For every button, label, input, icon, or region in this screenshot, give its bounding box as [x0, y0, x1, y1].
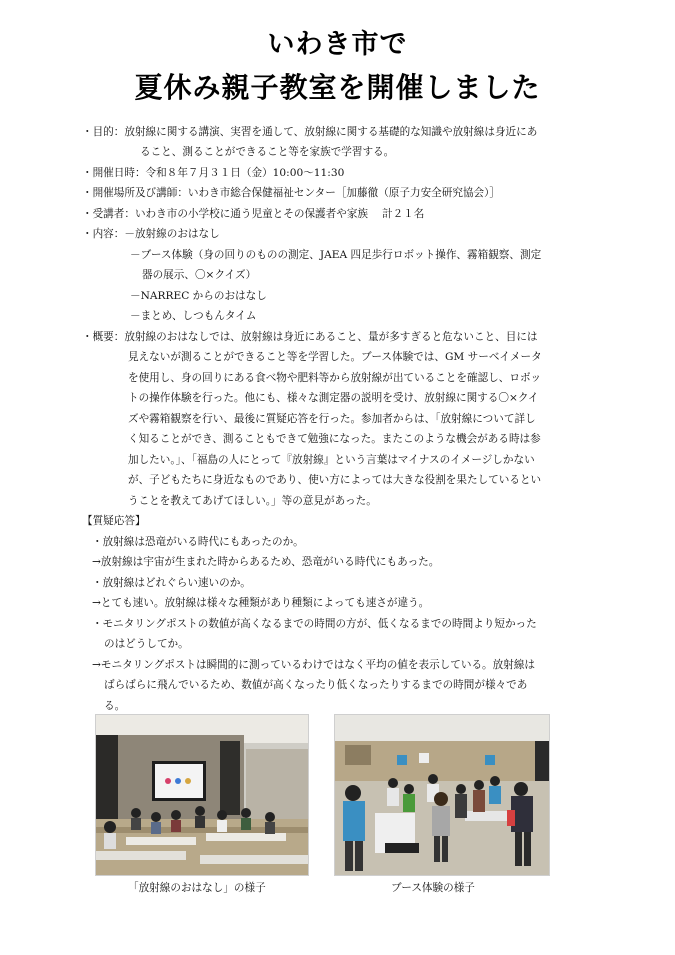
lecture-photo	[95, 714, 309, 876]
purpose-line-1: ・目的：放射線に関する講演、実習を通して、放射線に関する基礎的な知識や放射線は身近にあ	[82, 126, 538, 138]
content-line-3: 器の展示、〇×クイズ）	[142, 269, 257, 281]
qa-question-3-line-1: ・モニタリングポストの数値が高くなるまでの時間の方が、低くなるまでの時間より短かった	[92, 618, 537, 630]
summary-line-4: トの操作体験を行った。他にも、様々な測定器の説明を受け、放射線に関する〇×クイ	[128, 392, 539, 404]
qa-heading: 【質疑応答】	[82, 515, 146, 527]
qa-answer-3-line-2: ばらばらに飛んでいるため、数値が高くなったり低くなったりするまでの時間が様々であ	[104, 679, 528, 691]
summary-line-2: 見えないが測ることができること等を学習した。ブース体験では、GM サーベイメータ	[128, 351, 542, 363]
qa-answer-3-line-1: →モニタリングポストは瞬間的に測っているわけではなく平均の値を表示している。放射線は	[92, 659, 536, 671]
content-line-2: －ブース体験（身の回りのものの測定、JAEA 四足歩行ロボット操作、霧箱観察、測定	[130, 249, 542, 261]
lecture-photo-drawing	[96, 715, 308, 875]
summary-line-9: うことを教えてあげてほしい。」等の意見があった。	[128, 495, 377, 507]
booth-photo-caption: ブース体験の様子	[391, 882, 475, 894]
summary-line-5: ズや霧箱観察を行い、最後に質疑応答を行った。参加者からは、「放射線について詳し	[128, 413, 536, 425]
summary-line-1: ・概要：放射線のおはなしでは、放射線は身近にあること、量が多すぎると危ないこと、目には	[82, 331, 538, 343]
content-line-4: －NARREC からのおはなし	[130, 290, 267, 302]
summary-line-8: が、子どもたちに身近なものであり、使い方によっては大きな役割を果たしているとい	[128, 474, 542, 486]
summary-line-3: を使用し、身の回りにある食べ物や肥料等から放射線が出ていることを確認し、ロボッ	[128, 372, 542, 384]
venue-line: ・開催場所及び講師：いわき市総合保健福祉センター［加藤徹（原子力安全研究協会）］	[82, 187, 501, 199]
qa-answer-2: →とても速い。放射線は様々な種類があり種類によっても速さが違う。	[92, 597, 430, 609]
participants-line: ・受講者：いわき市の小学校に通う児童とその保護者や家族 計２１名	[82, 208, 425, 220]
lecture-photo-caption: 「放射線のおはなし」の様子	[128, 882, 266, 894]
booth-photo-drawing	[335, 715, 549, 875]
qa-answer-1: →放射線は宇宙が生まれた時からあるため、恐竜がいる時代にもあった。	[92, 556, 440, 568]
page-title-line-1: いわき市で	[267, 29, 408, 60]
booth-photo	[334, 714, 550, 876]
content-line-1: ・内容：－放射線のおはなし	[82, 228, 220, 240]
qa-question-2: ・放射線はどれぐらい速いのか。	[92, 577, 251, 589]
summary-line-6: く知ることができ、測ることもできて勉強になった。またこのような機会がある時は参	[128, 433, 541, 445]
summary-line-7: 加したい。」、「福島の人にとって『放射線』という言葉はマイナスのイメージしかない	[128, 454, 535, 466]
date-line: ・開催日時：令和８年７月３１日（金）10:00〜11:30	[82, 167, 345, 179]
purpose-line-2: ること、測ることができること等を家族で学習する。	[140, 146, 395, 158]
content-line-5: －まとめ、しつもんタイム	[130, 310, 257, 322]
page-title-line-2: 夏休み親子教室を開催しました	[134, 71, 541, 104]
qa-question-3-line-2: のはどうしてか。	[104, 638, 189, 650]
qa-answer-3-line-3: る。	[104, 700, 126, 712]
qa-question-1: ・放射線は恐竜がいる時代にもあったのか。	[92, 536, 304, 548]
